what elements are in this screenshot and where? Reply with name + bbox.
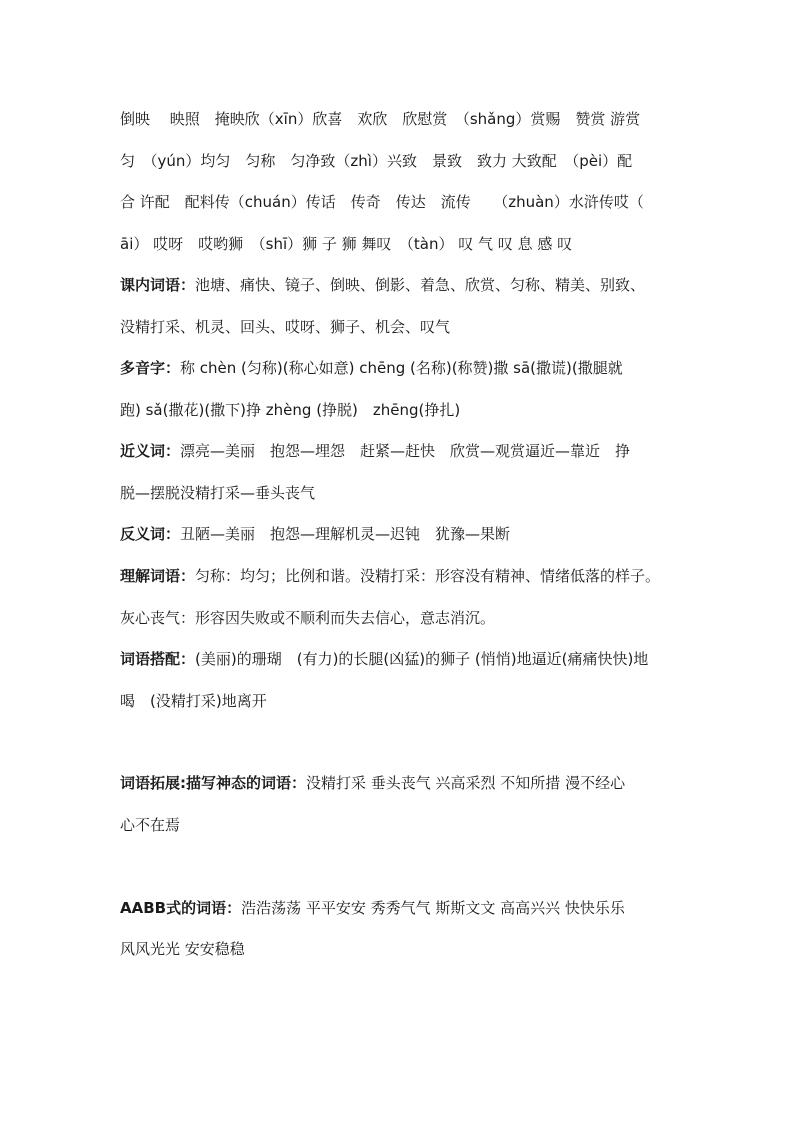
section-label: 近义词： — [120, 442, 181, 460]
line-text: 丑陋—美丽 抱怨—理解机灵—迟钝 犹豫—果断 — [180, 525, 511, 543]
section-label: 词语搭配： — [120, 650, 196, 668]
text-line — [120, 566, 680, 586]
line-text: 匀称：均匀；比例和谐。没精打采：形容没有精神、情绪低落的样子。 — [195, 567, 661, 585]
line-text: 脱—摆脱没精打采—垂头丧气 — [120, 484, 316, 502]
text-line — [120, 691, 680, 711]
text-line — [120, 275, 680, 295]
text-line — [120, 524, 680, 544]
text-line — [120, 815, 680, 835]
text-line — [120, 151, 680, 171]
line-text: 池塘、痛快、镜子、倒映、倒影、着急、欣赏、匀称、精美、别致、 — [195, 276, 646, 294]
line-text: 倒映 映照 掩映欣（xīn）欣喜 欢欣 欣慰赏 （shǎng）赏赐 赞赏 游赏 — [120, 110, 641, 128]
text-line — [120, 608, 680, 628]
section-label: 反义词： — [120, 525, 181, 543]
text-line — [120, 317, 680, 337]
line-text: 合 许配 配料传（chuán）传话 传奇 传达 流传 （zhuàn）水浒传哎（ — [120, 193, 644, 211]
line-text: (美丽)的珊瑚 (有力)的长腿(凶猛)的狮子 (悄悄)地逼近(痛痛快快)地 — [195, 650, 649, 668]
text-line — [120, 192, 680, 212]
text-line — [120, 649, 680, 669]
text-line — [120, 939, 680, 959]
line-text: 没精打采、机灵、回头、哎呀、狮子、机会、叹气 — [120, 318, 451, 336]
text-line — [120, 400, 680, 420]
line-text: 跑) sǎ(撒花)(撒下)挣 zhèng (挣脱) zhēng(挣扎) — [120, 401, 461, 419]
text-line — [120, 441, 680, 461]
line-text: 风风光光 安安稳稳 — [120, 940, 245, 958]
line-text: 喝 (没精打采)地离开 — [120, 692, 267, 710]
line-text: 匀 （yún）均匀 匀称 匀净致（zhì）兴致 景致 致力 大致配 （pèi）配 — [120, 152, 633, 170]
line-text: 灰心丧气：形容因失败或不顺利而失去信心，意志消沉。 — [120, 609, 496, 627]
section-label: 课内词语： — [120, 276, 196, 294]
text-line — [120, 358, 680, 378]
section-label: 词语拓展:描写神态的词语： — [120, 774, 306, 792]
line-text: 称 chèn (匀称)(称心如意) chēng (名称)(称赞)撒 sā(撒谎)(撒腿就 — [180, 359, 623, 377]
line-text: āi） 哎呀 哎哟狮 （shī）狮 子 狮 舞叹 （tàn） 叹 气 叹 息 感 叹 — [120, 235, 573, 253]
line-text: 浩浩荡荡 平平安安 秀秀气气 斯斯文文 高高兴兴 快快乐乐 — [241, 899, 625, 917]
text-line — [120, 109, 680, 129]
line-text: 漂亮—美丽 抱怨—埋怨 赶紧—赶快 欣赏—观赏逼近—靠近 挣 — [180, 442, 631, 460]
text-line — [120, 898, 680, 918]
line-text: 没精打采 垂头丧气 兴高采烈 不知所措 漫不经心 — [306, 774, 626, 792]
section-label: AABB式的词语： — [120, 899, 242, 917]
text-line — [120, 483, 680, 503]
line-text: 心不在焉 — [120, 816, 181, 834]
text-line — [120, 234, 680, 254]
text-line — [120, 773, 680, 793]
section-label: 理解词语： — [120, 567, 196, 585]
section-label: 多音字： — [120, 359, 181, 377]
